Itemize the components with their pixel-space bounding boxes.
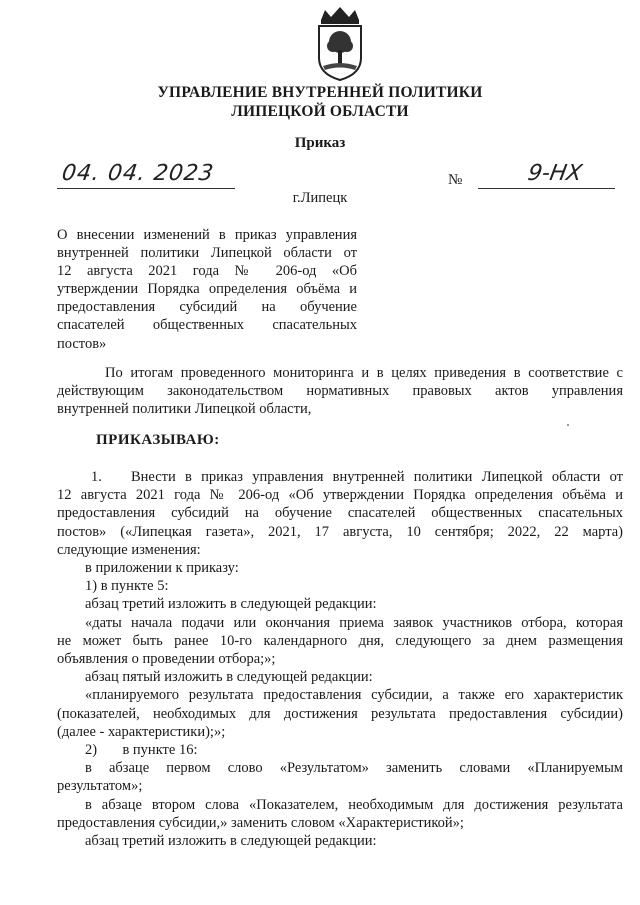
change-line: абзац третий изложить в следующей редакции: xyxy=(85,833,377,850)
change-line: «планируемого результата предоставления субсидии, а также его характеристик xyxy=(85,687,623,704)
change-line: в абзаце втором слова «Показателем, необходимым для достижения результата xyxy=(85,796,623,813)
number-sign: № xyxy=(448,172,463,188)
change-line: объявления о проведении отбора;»; xyxy=(57,651,276,668)
item-1-line: предоставления субсидий на обучение спасателей общественных спасательных xyxy=(57,505,623,522)
subject-line: предоставления субсидий на обучение xyxy=(57,299,357,316)
change-line: в абзаце первом слово «Результатом» заменить словами «Планируемым xyxy=(85,760,623,777)
change-line: абзац третий изложить в следующей редакции: xyxy=(85,596,377,613)
item-1-line: следующие изменения: xyxy=(57,541,201,558)
number-underline xyxy=(478,188,615,189)
change-line: (далее - характеристики);»; xyxy=(57,723,226,740)
change-line: 2) в пункте 16: xyxy=(85,742,198,759)
handwritten-number: 9-HX xyxy=(525,161,584,186)
document-type-title: Приказ xyxy=(294,135,346,151)
changes-list xyxy=(57,559,623,850)
change-line: абзац пятый изложить в следующей редакции: xyxy=(85,669,373,686)
item-1-paragraph xyxy=(57,468,623,559)
subject-line: внутренней политики Липецкой области от xyxy=(57,245,357,262)
change-line: результатом»; xyxy=(57,778,143,795)
change-line: в приложении к приказу: xyxy=(85,560,239,576)
subject-line: 12 августа 2021 года № 206-од «Об xyxy=(57,263,357,280)
change-line: предоставления субсидии,» заменить словом «Характеристикой»; xyxy=(57,814,464,831)
preamble-line: По итогам проведенного мониторинга и в целях приведения в соответствие с xyxy=(105,365,623,381)
item-1-line: постов» («Липецкая газета», 2021, 17 августа, 10 сентября; 2022, 22 марта) xyxy=(57,523,623,540)
change-line: (показателей, необходимых для достижения результата предоставления субсидии) xyxy=(57,705,623,722)
item-1-line: 12 августа 2021 года № 206-од «Об утверждении Порядка определения объёма и xyxy=(57,487,623,504)
preamble-line: действующим законодательством нормативных правовых актов управления xyxy=(57,383,623,400)
preamble-paragraph xyxy=(57,364,623,419)
coat-of-arms-emblem xyxy=(311,6,369,82)
item-1-first-line xyxy=(57,468,623,486)
change-line: не может быть ранее 10-го календарного дня, следующего за днем размещения xyxy=(57,632,623,649)
item-1-number: 1. xyxy=(91,469,102,485)
subject-block xyxy=(57,226,357,353)
handwritten-date: 04. 04. 2023 xyxy=(60,161,216,186)
order-heading: ПРИКАЗЫВАЮ: xyxy=(96,432,220,448)
subject-line: О внесении изменений в приказ управления xyxy=(57,227,357,243)
subject-line: постов» xyxy=(57,335,107,352)
subject-line: спасателей общественных спасательных xyxy=(57,317,357,334)
date-underline xyxy=(57,188,235,189)
item-1-line: Внести в приказ управления внутренней политики Липецкой области от xyxy=(131,469,623,485)
change-line: «даты начала подачи или окончания приема заявок участников отбора, которая xyxy=(85,614,623,631)
organization-name-line1: УПРАВЛЕНИЕ ВНУТРЕННЕЙ ПОЛИТИКИ xyxy=(157,84,483,101)
change-line: 1) в пункте 5: xyxy=(85,578,169,595)
organization-name-line2: ЛИПЕЦКОЙ ОБЛАСТИ xyxy=(231,103,409,120)
city-name: г.Липецк xyxy=(292,190,348,206)
scan-speck xyxy=(567,424,569,426)
preamble-line: внутренней политики Липецкой области, xyxy=(57,401,312,418)
subject-line: утверждении Порядка определения объёма и xyxy=(57,281,357,298)
